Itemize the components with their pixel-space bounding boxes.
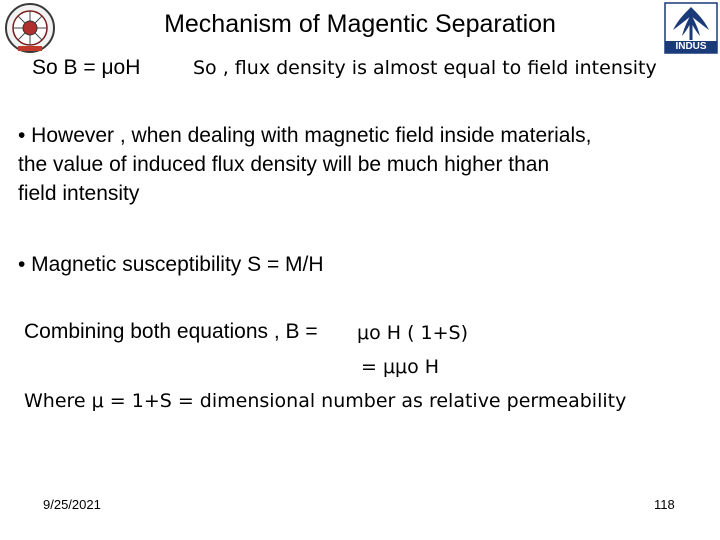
combining-equations-text: Combining both equations , B =: [24, 320, 318, 343]
slide-title: Mechanism of Magentic Separation: [164, 10, 556, 38]
flux-density-note: So , flux density is almost equal to field intensity: [193, 57, 657, 79]
bullet-however-line2: the value of induced flux density will be much higher than: [18, 153, 550, 176]
bullet-however-line3: field intensity: [18, 182, 140, 205]
so-b-equation: So B = μoH: [32, 56, 141, 79]
footer-page-number: 118: [654, 497, 675, 512]
combining-equations-result: μo H ( 1+S): [357, 322, 469, 344]
bullet-however-line1: • However , when dealing with magnetic field inside materials,: [18, 124, 592, 147]
relative-permeability-line: Where μ = 1+S = dimensional number as relative permeability: [24, 390, 627, 412]
bullet-susceptibility: • Magnetic susceptibility S = M/H: [18, 253, 324, 276]
footer-date: 9/25/2021: [43, 497, 101, 512]
indus-logo-text: INDUS: [675, 41, 707, 52]
mu-mu0-equation: = μμo H: [361, 356, 440, 378]
